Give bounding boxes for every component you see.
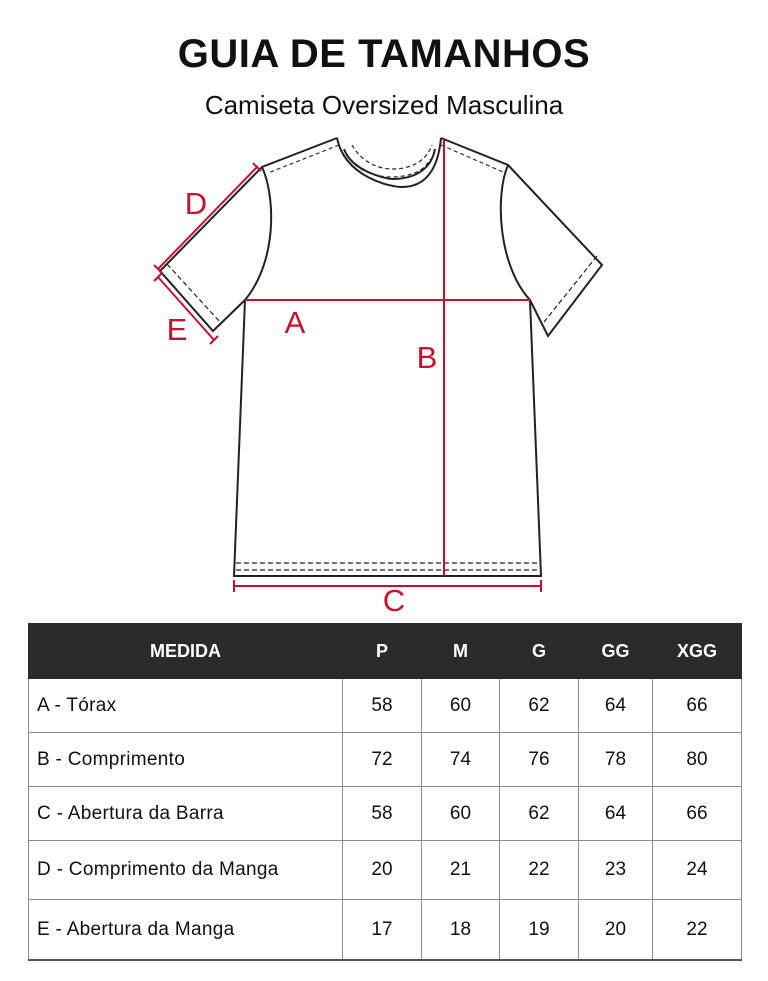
size-value-g: 76: [500, 733, 579, 787]
size-value-p: 72: [343, 733, 422, 787]
size-value-gg: 23: [579, 841, 653, 900]
page-title: GUIA DE TAMANHOS: [177, 32, 591, 76]
size-value-m: 60: [422, 679, 500, 733]
measure-label-a: A: [284, 305, 306, 340]
measure-name: D - Comprimento da Manga: [29, 841, 343, 900]
size-value-gg: 64: [579, 679, 653, 733]
measure-name: C - Abertura da Barra: [29, 787, 343, 841]
size-value-g: 19: [500, 900, 579, 961]
measure-label-c: C: [382, 583, 406, 618]
shirt-collar-stitch-2: [352, 145, 432, 169]
measure-label-b: B: [416, 340, 438, 375]
column-header-gg: GG: [579, 624, 653, 679]
size-value-g: 62: [500, 679, 579, 733]
column-header-g: G: [500, 624, 579, 679]
size-value-p: 58: [343, 679, 422, 733]
size-table: [28, 623, 742, 961]
t-shirt-diagram: [0, 125, 768, 625]
size-value-m: 60: [422, 787, 500, 841]
size-value-gg: 78: [579, 733, 653, 787]
column-header-xgg: XGG: [653, 624, 742, 679]
size-value-m: 18: [422, 900, 500, 961]
right-armhole: [501, 165, 530, 300]
measure-label-d: D: [184, 186, 208, 221]
size-value-xgg: 66: [653, 679, 742, 733]
table-row: [29, 787, 742, 841]
right-sleeve-hem: [544, 256, 597, 322]
column-header-p: P: [343, 624, 422, 679]
size-value-xgg: 66: [653, 787, 742, 841]
table-row: [29, 900, 742, 961]
shoulder-stitch-left: [268, 145, 339, 173]
size-value-gg: 20: [579, 900, 653, 961]
measure-name: B - Comprimento: [29, 733, 343, 787]
sleeve-length-line: [158, 167, 257, 269]
table-header-row: [29, 624, 742, 679]
left-armhole: [245, 167, 271, 300]
size-value-p: 20: [343, 841, 422, 900]
size-value-g: 62: [500, 787, 579, 841]
size-value-gg: 64: [579, 787, 653, 841]
size-value-m: 74: [422, 733, 500, 787]
size-value-xgg: 80: [653, 733, 742, 787]
size-value-g: 22: [500, 841, 579, 900]
table-row: [29, 733, 742, 787]
table-row: [29, 679, 742, 733]
measure-name: A - Tórax: [29, 679, 343, 733]
size-value-xgg: 24: [653, 841, 742, 900]
size-value-m: 21: [422, 841, 500, 900]
size-value-p: 58: [343, 787, 422, 841]
column-header-m: M: [422, 624, 500, 679]
t-shirt-icon: [160, 138, 602, 576]
size-value-xgg: 22: [653, 900, 742, 961]
table-row: [29, 841, 742, 900]
size-value-p: 17: [343, 900, 422, 961]
page-subtitle: Camiseta Oversized Masculina: [204, 90, 564, 120]
shirt-body-outline: [160, 138, 602, 576]
measure-label-e: E: [166, 312, 188, 347]
measurement-lines: [154, 138, 541, 592]
column-header-measure: MEDIDA: [29, 624, 343, 679]
measure-name: E - Abertura da Manga: [29, 900, 343, 961]
